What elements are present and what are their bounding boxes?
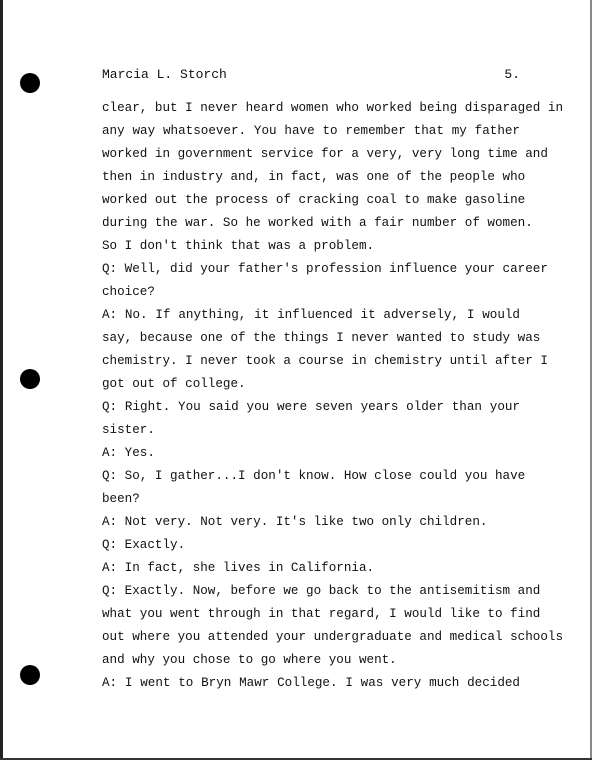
transcript-line: Q: Well, did your father's profession influence your career	[102, 262, 548, 276]
punch-hole-middle	[20, 369, 40, 389]
transcript-line: got out of college.	[102, 377, 246, 391]
transcript-line: any way whatsoever. You have to remember that my father	[102, 124, 520, 138]
transcript-line: and why you chose to go where you went.	[102, 653, 397, 667]
page-number: 5.	[504, 67, 520, 82]
transcript-line: out where you attended your undergraduate and medical schools	[102, 630, 564, 644]
transcript-line: sister.	[102, 423, 155, 437]
page-left-edge	[0, 0, 3, 760]
transcript-line: been?	[102, 492, 140, 506]
transcript-line: A: In fact, she lives in California.	[102, 561, 375, 575]
transcript-body	[102, 97, 564, 695]
transcript-line: what you went through in that regard, I would like to find	[102, 607, 541, 621]
transcript-line: Q: Exactly.	[102, 538, 186, 552]
transcript-line: A: Yes.	[102, 446, 155, 460]
transcript-line: then in industry and, in fact, was one of the people who	[102, 170, 526, 184]
transcript-line: say, because one of the things I never wanted to study was	[102, 331, 541, 345]
transcript-line: A: Not very. Not very. It's like two only children.	[102, 515, 488, 529]
transcript-line: A: No. If anything, it influenced it adversely, I would	[102, 308, 520, 322]
transcript-line: choice?	[102, 285, 155, 299]
punch-hole-top	[20, 73, 40, 93]
transcript-line: chemistry. I never took a course in chemistry until after I	[102, 354, 548, 368]
transcript-line: Q: Right. You said you were seven years older than your	[102, 400, 520, 414]
transcript-line: So I don't think that was a problem.	[102, 239, 375, 253]
transcript-line: during the war. So he worked with a fair number of women.	[102, 216, 533, 230]
transcript-line: A: I went to Bryn Mawr College. I was very much decided	[102, 676, 520, 690]
interviewee-name: Marcia L. Storch	[102, 67, 227, 82]
transcript-line: worked out the process of cracking coal to make gasoline	[102, 193, 526, 207]
transcript-line: clear, but I never heard women who worked being disparaged in	[102, 101, 564, 115]
transcript-line: worked in government service for a very, very long time and	[102, 147, 548, 161]
page-header	[102, 64, 520, 86]
transcript-line: Q: Exactly. Now, before we go back to the antisemitism and	[102, 584, 541, 598]
transcript-line: Q: So, I gather...I don't know. How close could you have	[102, 469, 526, 483]
punch-hole-bottom	[20, 665, 40, 685]
